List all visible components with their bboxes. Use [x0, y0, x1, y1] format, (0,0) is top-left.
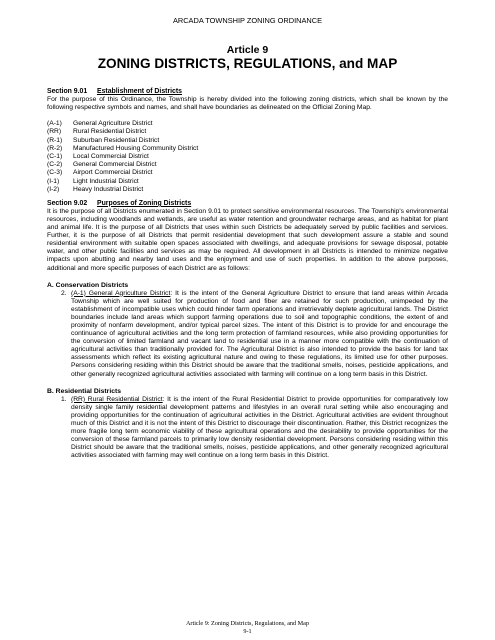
- district-item: [47, 169, 448, 177]
- page-number: 9-1: [243, 627, 252, 635]
- section-number: Section 9.01: [47, 88, 88, 95]
- list-item: [61, 396, 448, 461]
- district-name: General Commercial District: [73, 161, 157, 169]
- district-name: Light Industrial District: [73, 177, 139, 185]
- district-code: (R-1): [47, 136, 63, 144]
- page-footer: [0, 620, 495, 635]
- item-number: 1.: [61, 395, 67, 403]
- district-name: Manufactured Housing Community District: [73, 144, 199, 152]
- district-name: Suburban Residential District: [73, 136, 160, 144]
- district-code: (RR): [47, 128, 62, 136]
- district-item: [47, 120, 448, 128]
- district-name: Local Commercial District: [73, 152, 149, 160]
- item-number: 2.: [61, 289, 67, 297]
- district-item: [47, 161, 448, 169]
- list-item: [61, 290, 448, 379]
- district-list: [47, 120, 448, 194]
- section-paragraph: For the purpose of this Ordinance, the Township is hereby divided into the following zoning districts, which shall be known by the following respective symbols and names, and shall have boundaries as delineated on the Official Zoning Map.: [47, 96, 448, 112]
- subsection-heading-residential: B. Residential Districts: [47, 387, 122, 395]
- district-item: [47, 137, 448, 145]
- section-heading-9-01: [47, 88, 448, 96]
- section-number: Section 9.02: [47, 199, 88, 207]
- article-title: ZONING DISTRICTS, REGULATIONS, and MAP: [97, 56, 398, 71]
- running-header: ARCADA TOWNSHIP ZONING ORDINANCE: [172, 16, 323, 25]
- district-name: Airport Commercial District: [73, 169, 153, 177]
- district-code: (I-1): [47, 177, 60, 185]
- item-body: [71, 290, 448, 379]
- district-code: (A-1): [47, 120, 62, 128]
- district-code: (I-2): [47, 185, 60, 193]
- item-text: : It is the intent of the General Agriculture District to ensure that land areas within Arcada Township which are well suited for production of food and fiber are retained for such production, unimpeded by the establishment of incompatible uses which could hinder farm operations and irretrievably deplete agricultural lands. The District boundaries include land areas which support farming operations due to soil and topographic conditions, the extent of and proximity of nonfarm development, and/or typical parcel sizes. The intent of this District is to provide for and encourage the continuance of agricultural activities and the long term protection of farmland resources, while also providing opportunities for the conversion of limited farmland and vacant land to residential use in a manner more compatible with the continuation of agricultural activities than traditionally provided for. The Agricultural District is also intended to provide the basis for land tax assessments which reflect its existing agricultural nature and owing to these regulations, its limited use for other purposes. Persons considering residing within this District should be aware that the traditional smells, noises, pesticide applications, and other generally recognized agricultural activities associated with farming will continue on a long term basis in this District.: [71, 289, 448, 378]
- item-title: (RR) Rural Residential District: [71, 395, 163, 403]
- district-name: General Agriculture District: [73, 120, 153, 128]
- section-title: Establishment of Districts: [97, 88, 183, 95]
- district-name: Heavy Industrial District: [73, 185, 144, 193]
- article-number: Article 9: [226, 44, 269, 56]
- item-body: [71, 396, 448, 461]
- item-title: (A-1) General Agriculture District: [71, 289, 171, 297]
- subsection-heading-conservation: A. Conservation Districts: [47, 281, 129, 289]
- district-code: (R-2): [47, 144, 63, 152]
- district-code: (C-3): [47, 169, 63, 177]
- section-heading-9-02: [47, 200, 448, 208]
- footer-title: Article 9: Zoning Districts, Regulations, and Map: [185, 620, 310, 627]
- district-item: [47, 153, 448, 161]
- district-code: (C-2): [47, 161, 63, 169]
- section-paragraph: It is the purpose of all Districts enumerated in Section 9.01 to protect sensitive environmental resources. The Township's environmental resources, including woodlands and wetlands, are useful as water retention and groundwater recharge areas, and as habitat for plant and animal life. It is the purpose of all Districts that uses within such Districts be adequately served by public facilities and services. Further, it is the purpose of all Districts that permit residential development that such development assure a stable and sound residential environment with suitable open spaces associated with dwellings, and adequate provisions for sewage disposal, potable water, and other public facilities and services as may be required. All development in all Districts is intended to minimize negative impacts upon abutting and nearby land uses and the enjoyment and use of such properties. In addition to the above purposes, additional and more specific purposes of each District are as follows:: [47, 207, 448, 272]
- item-text: : It is the intent of the Rural Residential District to provide opportunities for comparatively low density single family residential development patterns and lifestyles in an overall rural setting while also encouraging and providing opportunities for the continuation of agricultural activities in the District. Agricultural activities are evident throughout much of this District and it is not the intent of this District to discourage their discontinuation. Rather, this District recognizes the more fragile long term economic viability of these agricultural operations and the desirability to provide opportunities for the conversion of these farmland parcels to primarily low density residential development. Persons considering residing within this District should be aware that the traditional smells, noises, pesticide applications, and other generally recognized agricultural activities associated with farming may well continue on a long term basis in this District.: [71, 395, 448, 460]
- district-name: Rural Residential District: [73, 128, 147, 136]
- district-item: [47, 186, 448, 194]
- district-item: [47, 128, 448, 136]
- district-code: (C-1): [47, 152, 63, 160]
- district-item: [47, 178, 448, 186]
- section-title: Purposes of Zoning Districts: [97, 199, 192, 207]
- district-item: [47, 145, 448, 153]
